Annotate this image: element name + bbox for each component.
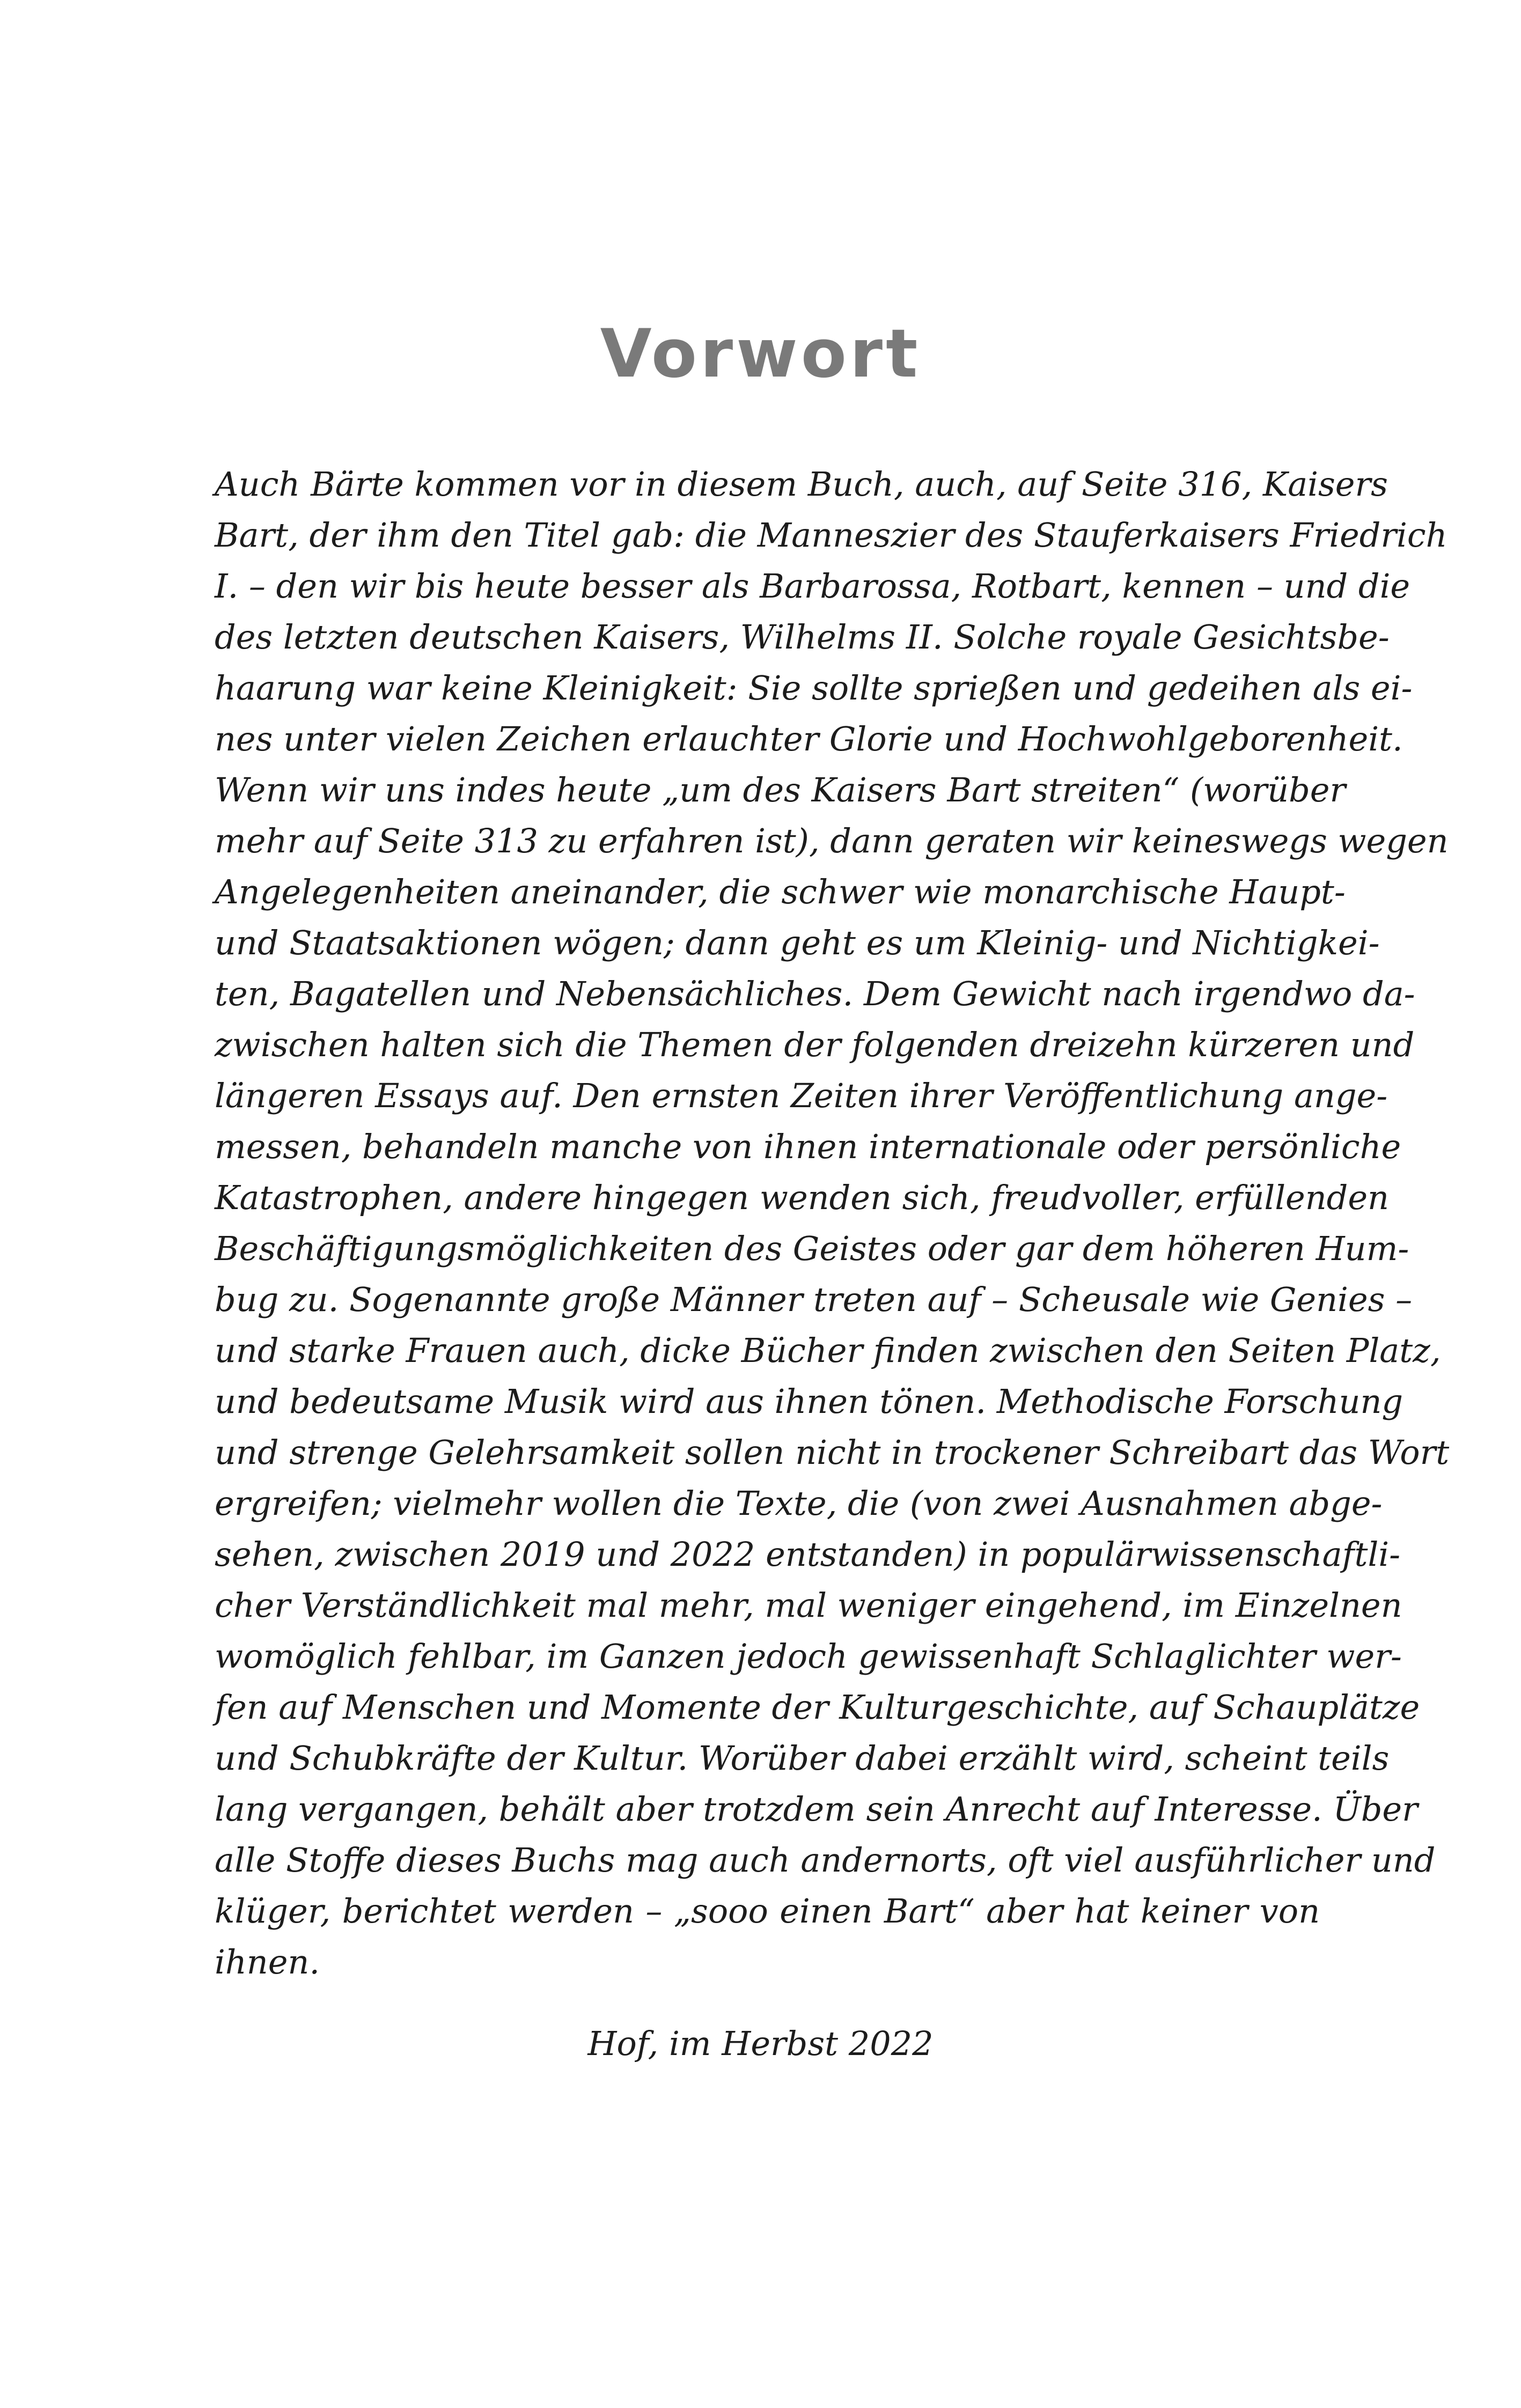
paragraph-line: lang vergangen, behält aber trotzdem sein Anrecht auf Interesse. Über xyxy=(215,1790,1418,1829)
paragraph-line: messen, behandeln manche von ihnen internationale oder persönliche xyxy=(215,1127,1401,1166)
paragraph-line: Angelegenheiten aneinander, die schwer wie monarchische Haupt- xyxy=(215,872,1346,911)
signature-place-date: Hof, im Herbst 2022 xyxy=(587,2024,934,2063)
paragraph-line: cher Verständlichkeit mal mehr, mal weniger eingehend, im Einzelnen xyxy=(215,1586,1402,1625)
paragraph-line: zwischen halten sich die Themen der folgenden dreizehn kürzeren und xyxy=(215,1025,1415,1064)
paragraph-line: sehen, zwischen 2019 und 2022 entstanden) in populärwissenschaftli- xyxy=(215,1535,1401,1574)
paragraph-line: längeren Essays auf. Den ernsten Zeiten ihrer Veröffentlichung ange- xyxy=(215,1076,1388,1115)
paragraph-line: ihnen. xyxy=(215,1942,320,1982)
paragraph-line: Wenn wir uns indes heute „um des Kaisers Bart streiten“ (worüber xyxy=(215,770,1346,809)
paragraph-line: bug zu. Sogenannte große Männer treten auf – Scheusale wie Genies – xyxy=(215,1280,1413,1319)
paragraph-line: mehr auf Seite 313 zu erfahren ist), dann geraten wir keineswegs wegen xyxy=(215,821,1449,860)
paragraph-line: Bart, der ihm den Titel gab: die Manneszier des Stauferkaisers Friedrich xyxy=(215,516,1447,555)
paragraph-line: Auch Bärte kommen vor in diesem Buch, auch, auf Seite 316, Kaisers xyxy=(215,465,1388,504)
paragraph-line: Beschäftigungsmöglichkeiten des Geistes oder gar dem höheren Hum- xyxy=(215,1229,1409,1268)
paragraph-line: und Staatsaktionen wögen; dann geht es um Kleinig- und Nichtigkei- xyxy=(215,923,1380,962)
paragraph-line: und strenge Gelehrsamkeit sollen nicht in trockener Schreibart das Wort xyxy=(215,1433,1450,1472)
paragraph-line: womöglich fehlbar, im Ganzen jedoch gewissenhaft Schlaglichter wer- xyxy=(215,1637,1402,1676)
paragraph-line: I. – den wir bis heute besser als Barbarossa, Rotbart, kennen – und die xyxy=(215,566,1410,606)
paragraph-line: klüger, berichtet werden – „sooo einen Bart“ aber hat keiner von xyxy=(215,1891,1320,1931)
paragraph-line: und bedeutsame Musik wird aus ihnen tönen. Methodische Forschung xyxy=(215,1382,1404,1421)
page-title: Vorwort xyxy=(600,315,921,393)
paragraph-line: und starke Frauen auch, dicke Bücher finden zwischen den Seiten Platz, xyxy=(215,1331,1441,1370)
paragraph-line: des letzten deutschen Kaisers, Wilhelms II. Solche royale Gesichtsbe- xyxy=(215,617,1390,657)
paragraph-line: alle Stoffe dieses Buchs mag auch andernorts, oft viel ausführlicher und xyxy=(215,1840,1436,1880)
foreword-paragraph xyxy=(215,459,1450,1987)
paragraph-line: ten, Bagatellen und Nebensächliches. Dem Gewicht nach irgendwo da- xyxy=(215,974,1415,1013)
paragraph-line: fen auf Menschen und Momente der Kulturgeschichte, auf Schauplätze xyxy=(215,1688,1420,1727)
paragraph-line: haarung war keine Kleinigkeit: Sie sollte sprießen und gedeihen als ei- xyxy=(215,668,1413,708)
paragraph-line: und Schubkräfte der Kultur. Worüber dabei erzählt wird, scheint teils xyxy=(215,1739,1390,1778)
paragraph-line: Katastrophen, andere hingegen wenden sich, freudvoller, erfüllenden xyxy=(215,1178,1389,1217)
paragraph-line: nes unter vielen Zeichen erlauchter Glorie und Hochwohlgeborenheit. xyxy=(215,719,1403,759)
paragraph-line: ergreifen; vielmehr wollen die Texte, die (von zwei Ausnahmen abge- xyxy=(215,1484,1383,1523)
